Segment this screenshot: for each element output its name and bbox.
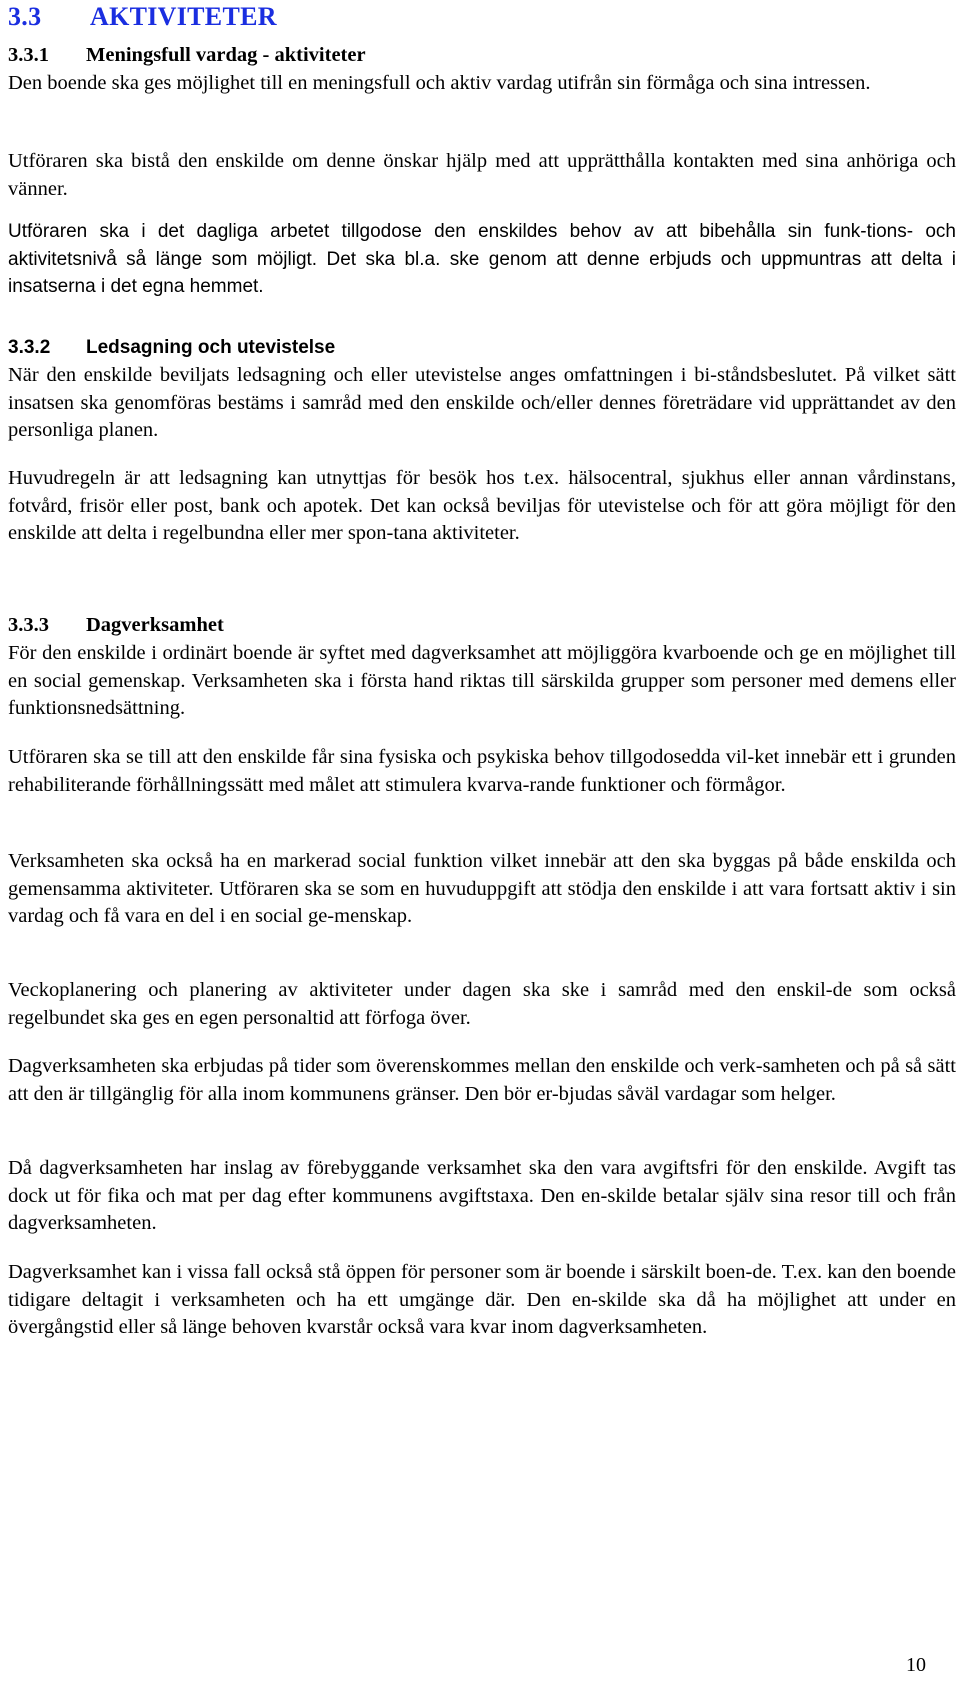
paragraph: Huvudregeln är att ledsagning kan utnyttjas för besök hos t.ex. hälsocentral, sjukhus eller annan vårdinstans, fotvård, frisör eller post, bank och apotek. Det kan också beviljas för utevistelse och för att göra möjligt för den enskilde att delta i regelbundna eller mer spon-tana aktiviteter. bbox=[8, 467, 956, 544]
paragraph: Veckoplanering och planering av aktiviteter under dagen ska ske i samråd med den enskil-de som också regelbundet ska ges en egen personaltid att förfoga över. bbox=[8, 979, 956, 1029]
subsection-heading-333 bbox=[8, 614, 224, 637]
paragraph: Utföraren ska se till att den enskilde får sina fysiska och psykiska behov tillgodosedda vil-ket innebär ett i grunden rehabiliterande förhållningssätt med målet att stimulera kvarva-rande funktioner och förmågor. bbox=[8, 746, 956, 796]
paragraph: Den boende ska ges möjlighet till en meningsfull och aktiv vardag utifrån sin förmåga och sina intressen. bbox=[8, 72, 871, 94]
paragraph: Utföraren ska i det dagliga arbetet tillgodose den enskildes behov av att bibehålla sin funk-tions- och aktivitetsnivå så länge som möjligt. Det ska bl.a. ske genom att denne erbjuds och uppmuntras att delta i insatserna i det egna hemmet. bbox=[8, 221, 956, 297]
paragraph: Då dagverksamheten har inslag av förebyggande verksamhet ska den vara avgiftsfri för den enskilde. Avgift tas dock ut för fika och mat per dag efter kommunens avgiftstaxa. Den en-skilde betalar själv sina resor till och från dagverksamheten. bbox=[8, 1157, 956, 1234]
subsection-title: Ledsagning och utevistelse bbox=[86, 337, 336, 358]
section-heading bbox=[8, 2, 277, 32]
paragraph: Utföraren ska bistå den enskilde om denne önskar hjälp med att upprätthålla kontakten med sina anhöriga och vänner. bbox=[8, 150, 956, 200]
section-title: AKTIVITETER bbox=[90, 2, 277, 31]
paragraph: Dagverksamhet kan i vissa fall också stå öppen för personer som är boende i särskilt boen-de. T.ex. kan den boende tidigare deltagit i verksamheten och ha ett umgänge där. Den en-skilde ska då ha möjlighet att under en övergångstid eller så länge behoven kvarstår också vara kvar inom dagverksamheten. bbox=[8, 1261, 956, 1338]
subsection-heading-332 bbox=[8, 334, 335, 362]
subsection-title: Dagverksamhet bbox=[86, 614, 224, 636]
paragraph: Verksamheten ska också ha en markerad social funktion vilket innebär att den ska byggas på både enskilda och gemensamma aktiviteter. Utföraren ska se som en huvuduppgift att stödja den enskilde i att vara fortsatt aktiv i sin vardag och få vara en del i en social ge-menskap. bbox=[8, 850, 956, 927]
section-number: 3.3 bbox=[8, 2, 42, 31]
paragraph: När den enskilde beviljats ledsagning och eller utevistelse anges omfattningen i bi-ståndsbeslutet. På vilket sätt insatsen ska genomföras bestäms i samråd med den enskilde och/eller dennes företrädare vid upprättandet av den personliga planen. bbox=[8, 364, 956, 441]
subsection-heading-331 bbox=[8, 44, 366, 67]
subsection-number: 3.3.3 bbox=[8, 614, 49, 636]
subsection-number: 3.3.1 bbox=[8, 44, 49, 66]
subsection-title: Meningsfull vardag - aktiviteter bbox=[86, 44, 366, 66]
paragraph: För den enskilde i ordinärt boende är syftet med dagverksamhet att möjliggöra kvarboende och ge en möjlighet till en social gemenskap. Verksamheten ska i första hand riktas till särskilda grupper som personer med demens eller funktionsnedsättning. bbox=[8, 642, 956, 719]
subsection-number: 3.3.2 bbox=[8, 337, 51, 358]
page-number: 10 bbox=[906, 1654, 926, 1676]
paragraph: Dagverksamheten ska erbjudas på tider som överenskommes mellan den enskilde och verk-samheten och på så sätt att den är tillgänglig för alla inom kommunens gränser. Den bör er-bjudas såväl vardagar som helger. bbox=[8, 1055, 956, 1105]
